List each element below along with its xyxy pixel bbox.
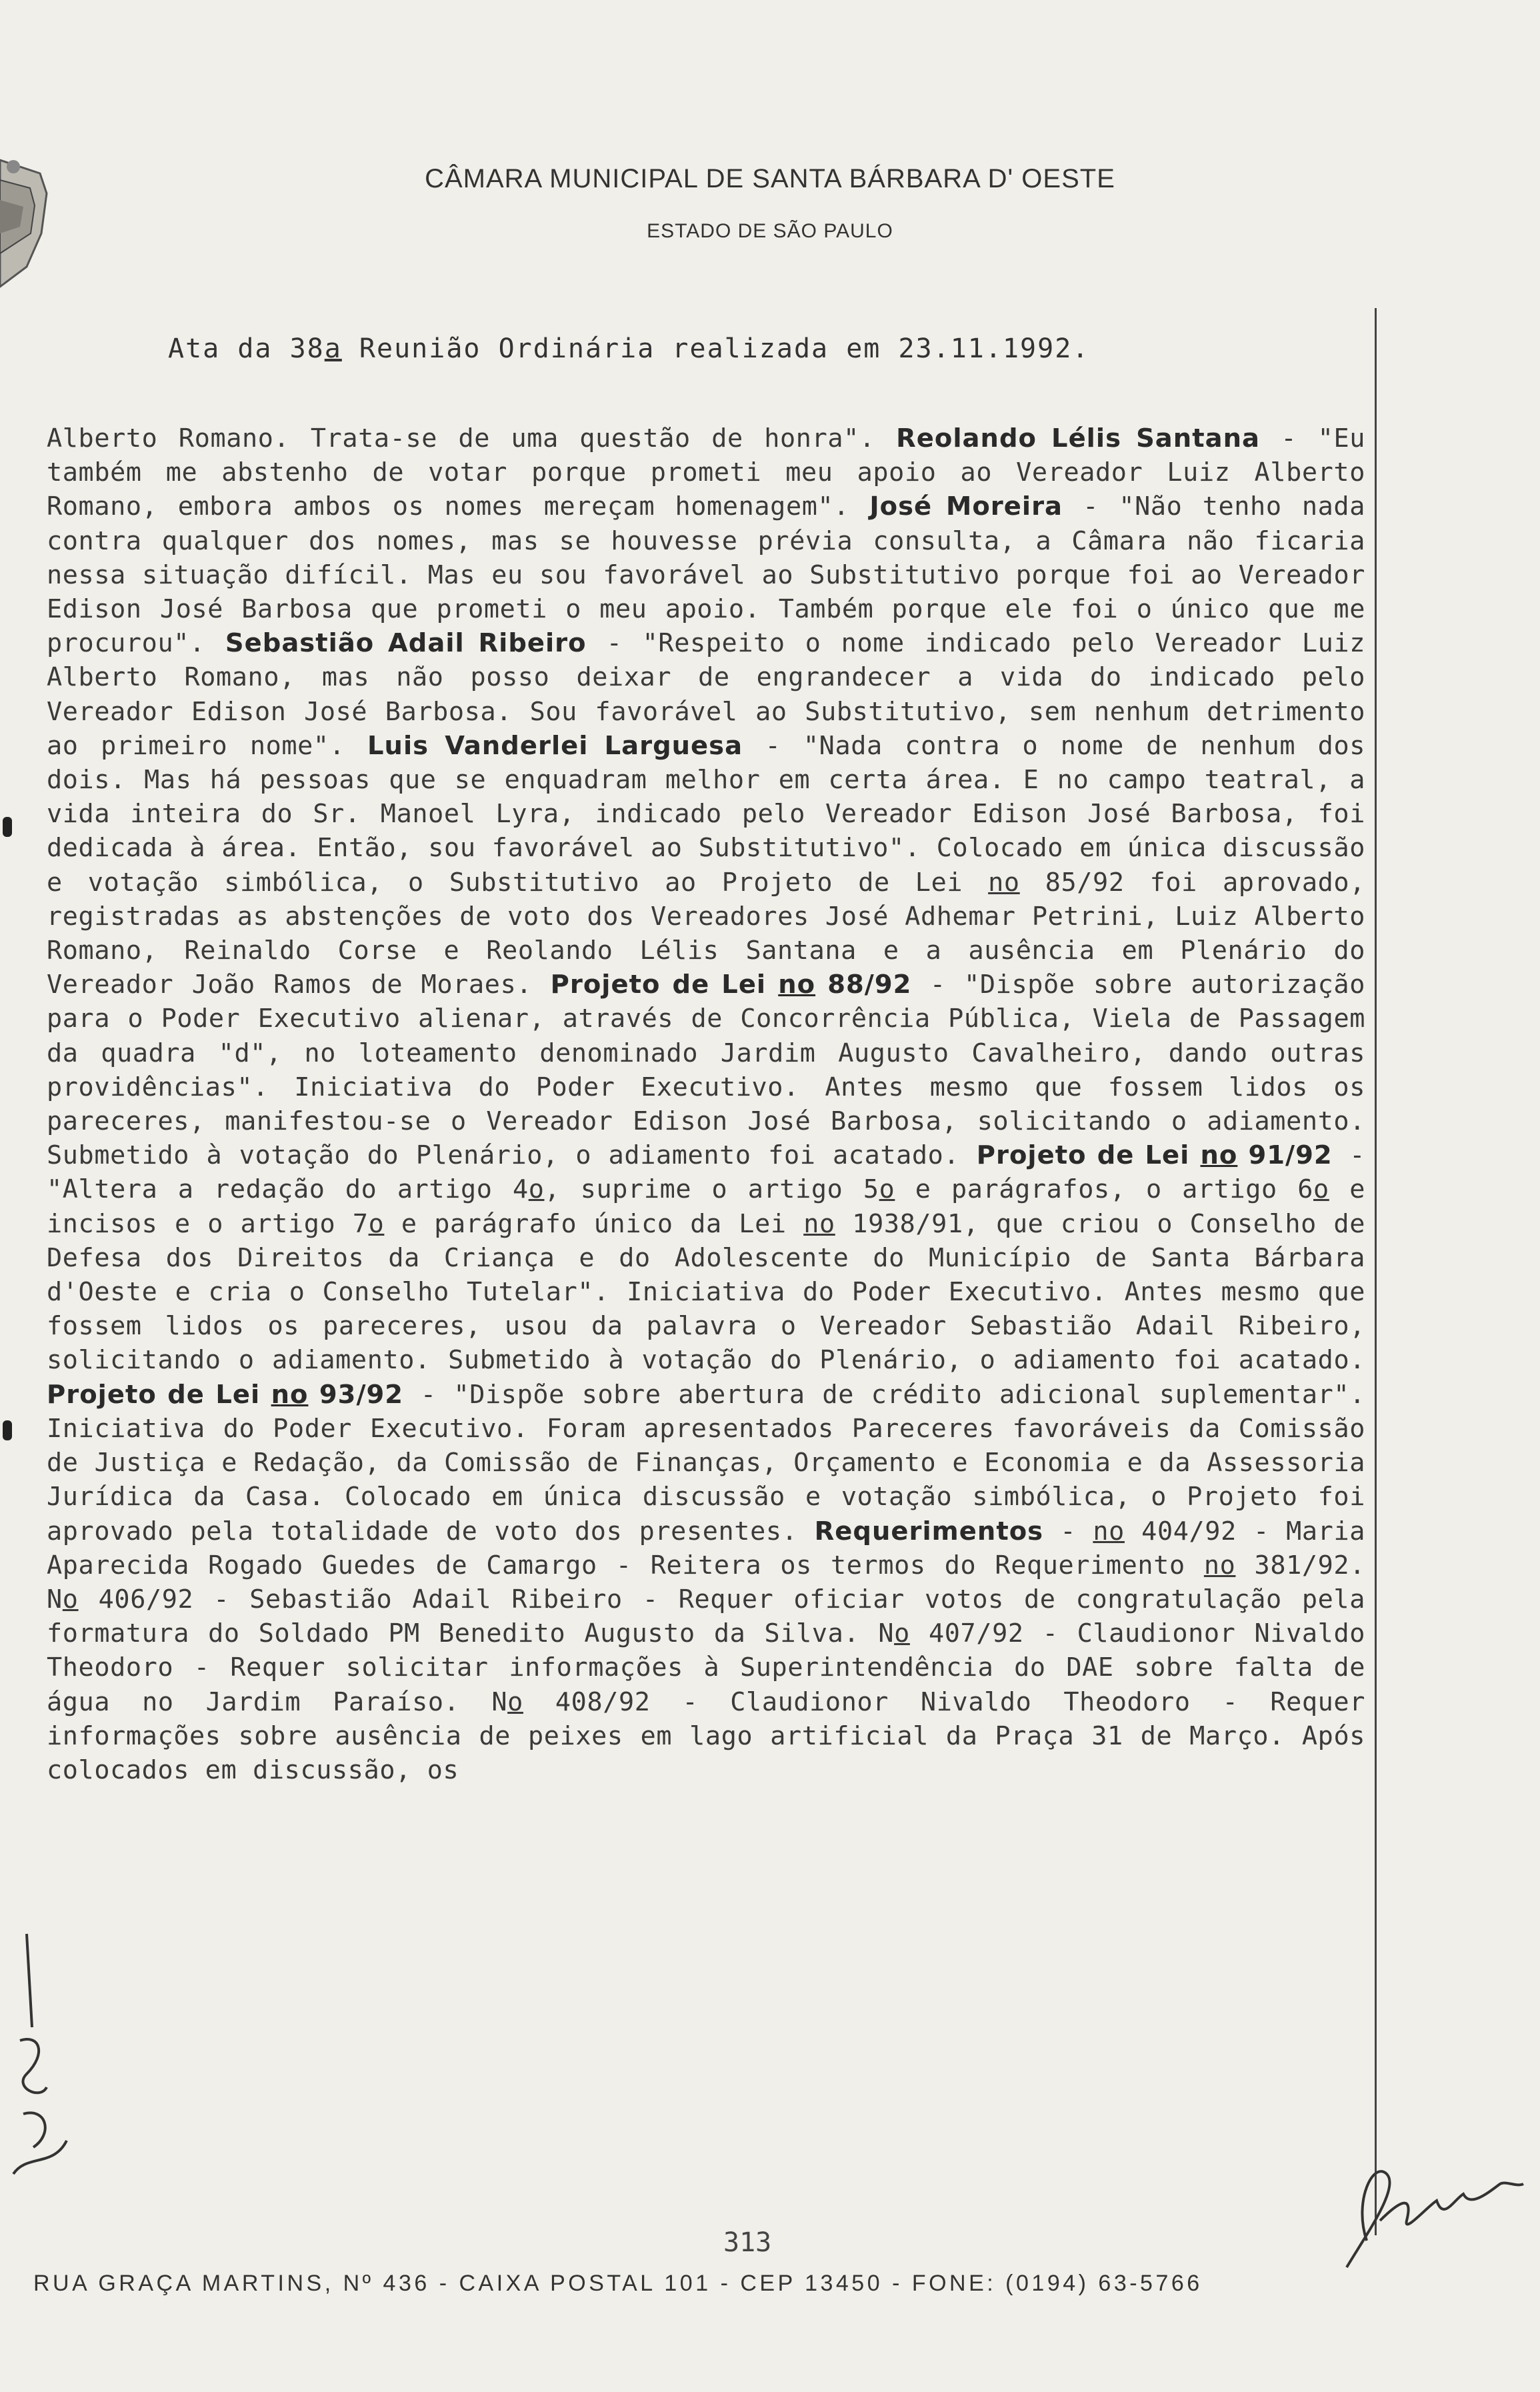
margin-line [1375, 308, 1377, 2235]
body-text-segment: no [803, 1208, 835, 1239]
emphasized-text: 91/92 [1237, 1140, 1333, 1171]
minutes-title-ordinal: a [324, 333, 342, 364]
body-text-segment: 381/92. N [47, 1550, 1365, 1614]
minutes-title-pre: Ata da 38 [168, 333, 325, 364]
body-text-segment: no [1203, 1550, 1236, 1580]
body-text-segment: 406/92 - Sebastião Adail Ribeiro - Requer oficiar votos de congratulação pela formatura do Soldado PM Benedito Augusto da Silva. N [47, 1584, 1365, 1649]
body-text-segment: no [1093, 1516, 1125, 1546]
body-text-segment: 404/92 - Maria Aparecida Rogado Guedes de Camargo - Reitera os termos do Requerimento [47, 1516, 1366, 1580]
institution-name: CÂMARA MUNICIPAL DE SANTA BÁRBARA D' OESTE [425, 164, 1115, 193]
emphasized-text: Projeto de Lei [550, 970, 779, 1000]
emphasized-text: 93/92 [308, 1379, 404, 1410]
body-text-segment: , suprime o artigo 5 [544, 1174, 879, 1205]
binding-hole-mark [3, 817, 12, 837]
emphasized-text: Sebastião Adail Ribeiro [225, 628, 587, 659]
body-text-segment: - "Altera a redação do artigo 4 [47, 1140, 1365, 1205]
emphasized-text: Projeto de Lei [976, 1140, 1201, 1171]
body-text-segment: - "Eu também me abstenho de votar porque prometi meu apoio ao Vereador Luiz Alberto Romano, embora ambos os nomes mereçam homenagem". [47, 423, 1365, 522]
emphasized-text: Luis Vanderlei Larguesa [367, 730, 743, 761]
body-text-segment: 1938/91, que criou o Conselho de Defesa dos Direitos da Criança e do Adolescente do Município de Santa Bárbara d'Oeste e cria o Conselho Tutelar". Iniciativa do Poder Executivo. Antes mesmo que fossem lidos os pareceres, usou da palavra o Vereador Sebastião Adail Ribeiro, solicitando o adiamento. Submetido à votação do Plenário, o adiamento foi acatado. [47, 1208, 1365, 1376]
body-text-segment: no [988, 867, 1020, 898]
emphasized-text: Requerimentos [814, 1516, 1044, 1546]
body-text-segment: - [1043, 1516, 1093, 1546]
handwritten-initials [0, 1921, 73, 2187]
body-text-segment: - "Dispõe sobre abertura de crédito adicional suplementar". Iniciativa do Poder Executivo. Foram apresentados Pareceres favoráveis da Comissão de Justiça e Redação, da Comissão de Finanças, Orçamento e Economia e da Assessoria Jurídica da Casa. Colocado em única discussão e votação simbólica, o Projeto foi aprovado pela totalidade de voto dos presentes. [47, 1379, 1365, 1546]
body-text-segment: - "Respeito o nome indicado pelo Vereador Luiz Alberto Romano, mas não posso deixar de engrandecer a vida do indicado pelo Vereador Edison José Barbosa. Sou favorável ao Substitutivo, sem nenhum detrimento ao primeiro nome". [47, 628, 1365, 761]
body-text-segment: o [507, 1686, 523, 1717]
body-text-segment: 408/92 - Claudionor Nivaldo Theodoro - Requer informações sobre ausência de peixes em lago artificial da Praça 31 de Março. Após colocados em discussão, os [47, 1686, 1365, 1785]
emphasized-text: Reolando Lélis Santana [896, 423, 1260, 453]
emphasized-text: 88/92 [815, 970, 912, 1000]
body-text-segment: o [368, 1208, 385, 1239]
body-text-segment: o [879, 1174, 895, 1205]
body-text-segment: e parágrafos, o artigo 6 [895, 1174, 1314, 1205]
institution-state: ESTADO DE SÃO PAULO [647, 220, 893, 242]
body-text-segment: o [62, 1584, 79, 1614]
body-text-segment: e incisos e o artigo 7 [47, 1174, 1365, 1239]
body-text-segment: e parágrafo único da Lei [384, 1208, 804, 1239]
emphasized-text: no [778, 970, 816, 1000]
body-text-segment: Alberto Romano. Trata-se de uma questão de honra". [47, 423, 897, 453]
handwritten-signature [1327, 2121, 1527, 2281]
emphasized-text: José Moreira [869, 491, 1063, 522]
body-text-segment: o [1313, 1174, 1329, 1205]
body-text-segment: - "Dispõe sobre autorização para o Poder Executivo alienar, através de Concorrência Pública, Viela de Passagem da quadra "d", no loteamento denominado Jardim Augusto Cavalheiro, dando outras providências". Iniciativa do Poder Executivo. Antes mesmo que fossem lidos os pareceres, manifestou-se o Vereador Edison José Barbosa, solicitando o adiamento. Submetido à votação do Plenário, o adiamento foi acatado. [47, 970, 1365, 1171]
body-text-segment: - "Nada contra o nome de nenhum dos dois. Mas há pessoas que se enquadram melhor em certa área. E no campo teatral, a vida inteira do Sr. Manoel Lyra, indicado pelo Vereador Edison José Barbosa, foi dedicada à área. Então, sou favorável ao Substitutivo". Colocado em única discussão e votação simbólica, o Substitutivo ao Projeto de Lei [47, 730, 1366, 898]
minutes-title-post: Reunião Ordinária realizada em 23.11.1992. [341, 333, 1090, 364]
minutes-title [168, 333, 1089, 364]
emphasized-text: no [271, 1379, 309, 1410]
body-text-segment: 85/92 foi aprovado, registradas as abstenções de voto dos Vereadores José Adhemar Petrini, Luiz Alberto Romano, Reinaldo Corse e Reolando Lélis Santana e a ausência em Plenário do Vereador João Ramos de Moraes. [47, 867, 1365, 1000]
footer-address: RUA GRAÇA MARTINS, Nº 436 - CAIXA POSTAL 101 - CEP 13450 - FONE: (0194) 63-5766 [33, 2271, 1203, 2296]
emphasized-text: no [1200, 1140, 1238, 1171]
body-text-segment: o [894, 1618, 910, 1649]
binding-hole-mark [3, 1420, 12, 1440]
body-text-segment: - "Não tenho nada contra qualquer dos nomes, mas se houvesse prévia consulta, a Câmara não ficaria nessa situação difícil. Mas eu sou favorável ao Substitutivo porque foi ao Vereador Edison José Barbosa que prometi o meu apoio. Também porque ele foi o único que me procurou". [47, 491, 1365, 659]
emphasized-text: Projeto de Lei [47, 1379, 271, 1410]
body-text-segment: o [528, 1174, 545, 1205]
minutes-body [47, 421, 1365, 1787]
body-text-segment: 407/92 - Claudionor Nivaldo Theodoro - Requer solicitar informações à Superintendência do DAE sobre falta de água no Jardim Paraíso. N [47, 1618, 1365, 1717]
page-number: 313 [723, 2227, 772, 2258]
